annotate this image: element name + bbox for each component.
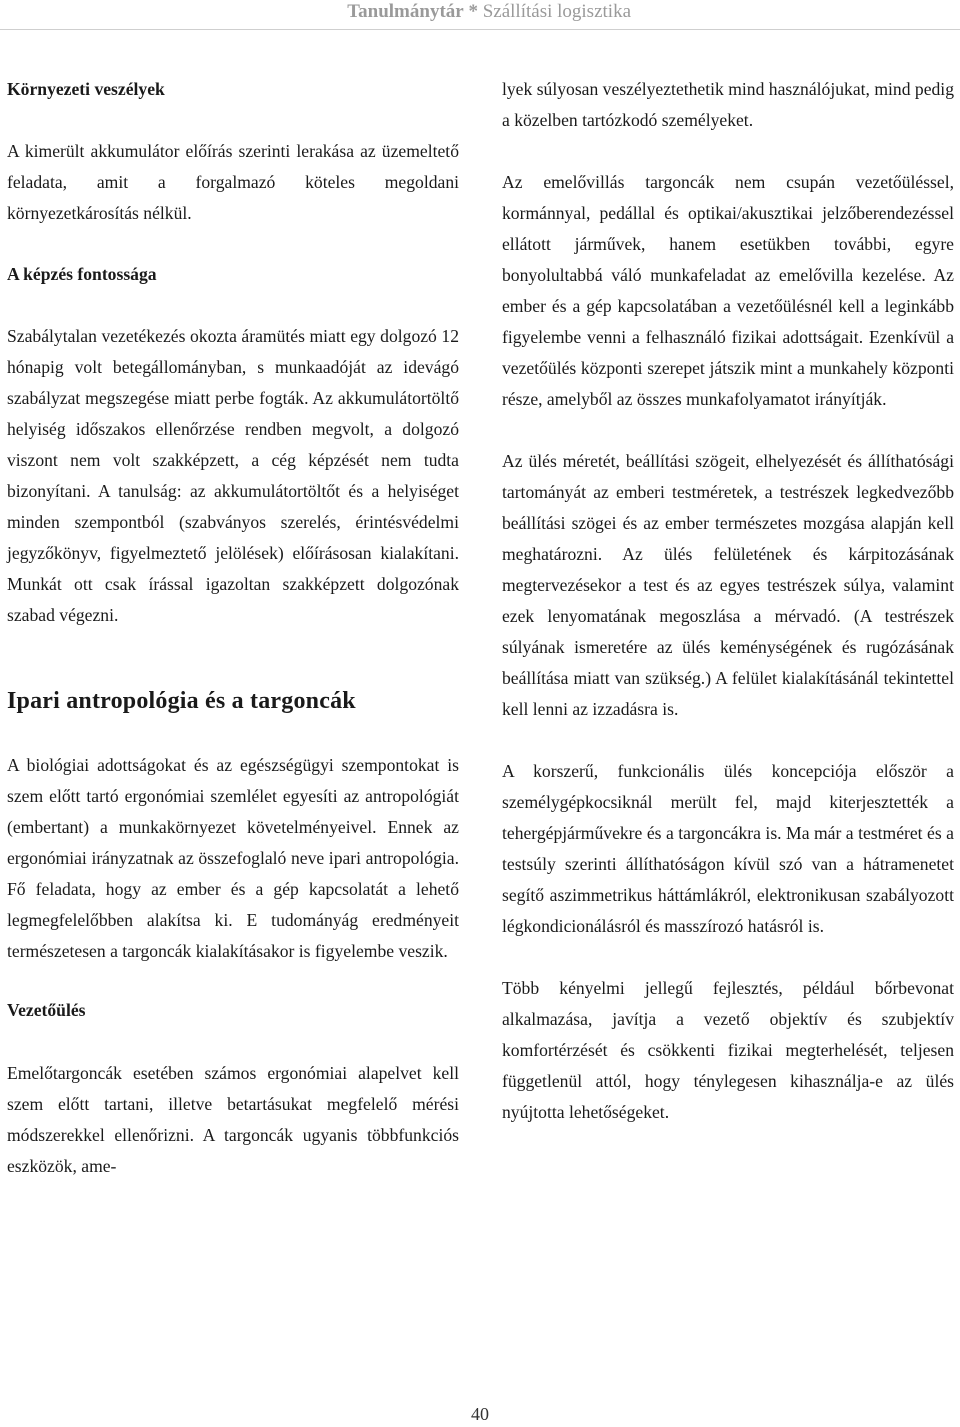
- training-paragraph: Szabálytalan vezetékezés okozta áramütés miatt egy dolgozó 12 hónapig volt betegállományban, s munkaadóját az idevágó szabályzat megszegése miatt perbe fogták. Az akkumulátortöltő helyiség időszakos ellenőrzése rendben megvolt, a dolgozó viszont nem volt szakképzett, a cég képzését nem tudta bizonyítani. A tanulság: az akkumulátortöltőt és a helyiséget minden szempontból (szabványos szerelés, érintésvédelmi jegyzőkönyv, figyelmeztető jelölések) előírásosan kialakítani. Munkát ott csak írással igazoltan szakképzett dolgozónak szabad végezni.: [7, 326, 459, 625]
- header-doc-type: Tanulmánytár: [347, 1, 464, 22]
- running-header-text: [347, 1, 631, 23]
- section-title: Ipari antropológia és a targoncák: [7, 688, 356, 714]
- header-separator: *: [468, 1, 478, 22]
- right-paragraph-3: Az ülés méretét, beállítási szögeit, elhelyezését és állíthatósági tartományát az emberi testméretek, a testrészek legkedvezőbb beállítási szögei és az ember természetes mozgása alapján kell meghatározni. Az ülés felületének és kárpitozásának megtervezésekor a test és az egyes testrészek súlya, valamint ezek lenyomatának megoszlása a mérvadó. (A testrészek súlyának ismeretére az ülés keménységének és rugózásának beállítása miatt van szükség.) A felület kialakításánál tekintettel kell lenni az izzadásra is.: [502, 451, 954, 719]
- right-paragraph-4: A korszerű, funkcionális ülés koncepciója először a személygépkocsiknál merült fel, majd kiterjesztették a tehergépjárművekre és a targoncákra is. Ma már a testméret és a testsúly szerinti állíthatóságon kívül szó van a hátramenetet segítő aszimmetrikus háttámlákról, elektronikusan szabályozott légkondicionálásról és masszírozó hatásról is.: [502, 761, 954, 936]
- right-paragraph-1: lyek súlyosan veszélyeztethetik mind használójukat, mind pedig a közelben tartózkodó személyeket.: [502, 79, 954, 130]
- header-subject: Szállítási logisztika: [482, 1, 631, 22]
- anthro-paragraph: A biológiai adottságokat és az egészségügyi szempontokat is szem előtt tartó ergonómiai szemlélet egyesíti az antropológiát (embertant) a munkakörnyezet követelményeivel. Ennek az ergonómiai irányzatnak az összefoglaló neve ipari antropológia. Fő feladata, hogy az ember és a gép kapcsolatát a lehető legmegfelelőbben alakítsa ki. E tudományág eredményeit természetesen a targoncák kialakításakor is figyelembe veszik.: [7, 755, 459, 961]
- right-column: [502, 74, 954, 1128]
- page-number: 40: [471, 1404, 489, 1424]
- header-divider: [0, 29, 960, 30]
- env-heading: Környezeti veszélyek: [7, 79, 165, 99]
- right-paragraph-2: Az emelővillás targoncák nem csupán vezetőüléssel, kormánnyal, pedállal és optikai/akusztikai jelzőberendezéssel ellátott járművek, hanem esetükben további, egyre bonyolultabbá váló munkafeladat az emelővilla kezelése. Az ember és a gép kapcsolatában a vezetőülésnél kell a leginkább figyelembe venni a felhasználó fizikai adottságait. Ezenkívül a vezetőülés központi szerepet játszik mint a munkahely központi része, amelyből az összes munkafolyamatot irányítják.: [502, 172, 954, 409]
- seat-paragraph: Emelőtargoncák esetében számos ergonómiai alapelvet kell szem előtt tartani, illetve betartásukat megfelelő mérési módszerekkel ellenőrizni. A targoncák ugyanis többfunkciós eszközök, ame-: [7, 1063, 459, 1176]
- left-column: [7, 74, 459, 1182]
- training-heading: A képzés fontossága: [7, 264, 157, 284]
- running-header: [0, 0, 960, 24]
- seat-heading: Vezetőülés: [7, 1000, 86, 1020]
- env-paragraph: A kimerült akkumulátor előírás szerinti lerakása az üzemeltető feladata, amit a forgalmazó köteles megoldani környezetkárosítás nélkül.: [7, 141, 459, 223]
- right-paragraph-5: Több kényelmi jellegű fejlesztés, például bőrbevonat alkalmazása, javítja a vezető objektív és szubjektív komfortérzését és csökkenti fizikai megterhelését, teljesen függetlenül attól, hogy ténylegesen kihasználja-e az ülés nyújtotta lehetőségeket.: [502, 978, 954, 1122]
